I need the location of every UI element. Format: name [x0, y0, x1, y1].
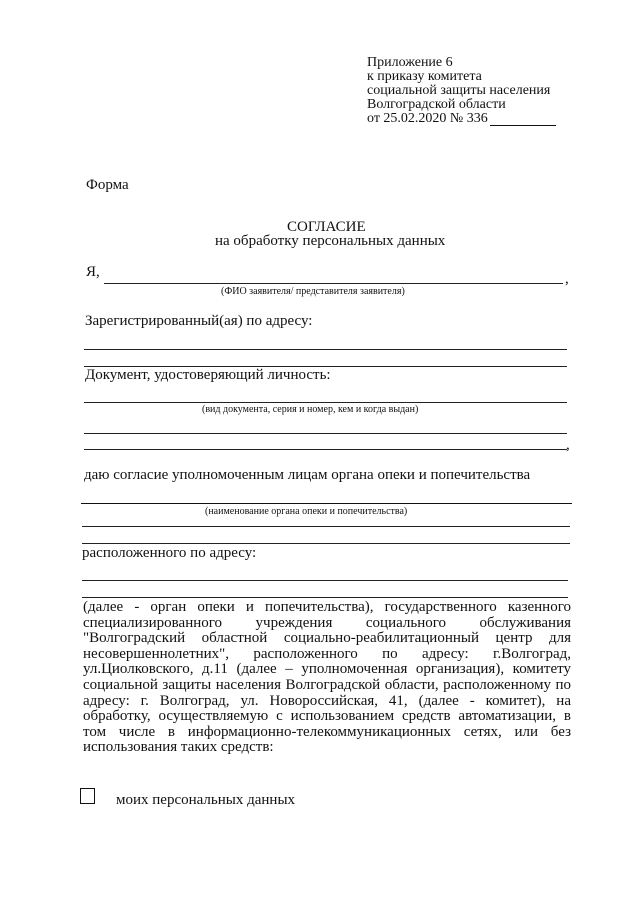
organ-line-3[interactable] [82, 543, 570, 544]
i-prefix: Я, [86, 264, 100, 280]
appendix-line-5 [367, 112, 556, 126]
organ-line-2[interactable] [82, 526, 570, 527]
order-number-underline [490, 113, 556, 126]
appendix-line-3: социальной защиты населения [367, 83, 551, 98]
document-comma: , [566, 437, 570, 453]
organ-address-line-2[interactable] [82, 597, 568, 598]
document-line-3[interactable] [84, 449, 567, 450]
appendix-header [367, 56, 556, 126]
appendix-line-4: Волгоградской области [367, 97, 506, 112]
appendix-line-1: Приложение 6 [367, 55, 453, 70]
form-label: Форма [86, 177, 129, 193]
personal-data-option-label: моих персональных данных [116, 792, 296, 808]
document-subtitle: на обработку персональных данных [215, 233, 446, 249]
organ-caption: (наименование органа опеки и попечительства) [205, 506, 408, 517]
organ-line-1[interactable] [81, 503, 572, 504]
fio-comma: , [565, 271, 569, 287]
personal-data-checkbox[interactable] [80, 788, 95, 804]
identity-document-label: Документ, удостоверяющий личность: [85, 367, 331, 383]
organ-address-line-1[interactable] [82, 580, 568, 581]
order-date-number: от 25.02.2020 № 336 [367, 111, 488, 126]
fio-input-line[interactable] [104, 283, 563, 284]
address-line-1[interactable] [84, 349, 567, 350]
fio-caption: (ФИО заявителя/ представителя заявителя) [221, 286, 405, 297]
consent-body-paragraph [83, 600, 571, 756]
registered-address-label: Зарегистрированный(ая) по адресу: [85, 313, 313, 329]
document-caption: (вид документа, серия и номер, кем и когда выдан) [202, 404, 419, 415]
document-line-2[interactable] [84, 433, 567, 434]
consent-body-text: (далее - орган опеки и попечительства), государственного казенного специализированного учреждения социального обслуживания "Волгоградский областной социально-реабилитационный центр для несовершеннолетних", расположенного по адресу: г.Волгоград, ул.Циолковского, д.11 (далее – уполномоченная организация), комитету социальной защиты населения Волгоградской области, расположенному по адресу: г. Волгоград, ул. Новороссийская, 41, (далее - комитет), на обработку, осуществляемую с использованием средств автоматизации, в том числе в информационно-телекоммуникационных сетях, или без использования таких средств: [83, 599, 571, 756]
consent-statement: даю согласие уполномоченным лицам органа опеки и попечительства [84, 467, 531, 483]
organ-address-label: расположенного по адресу: [82, 545, 257, 561]
document-title: СОГЛАСИЕ [287, 219, 366, 235]
document-line-1[interactable] [84, 402, 567, 403]
appendix-line-2: к приказу комитета [367, 69, 482, 84]
